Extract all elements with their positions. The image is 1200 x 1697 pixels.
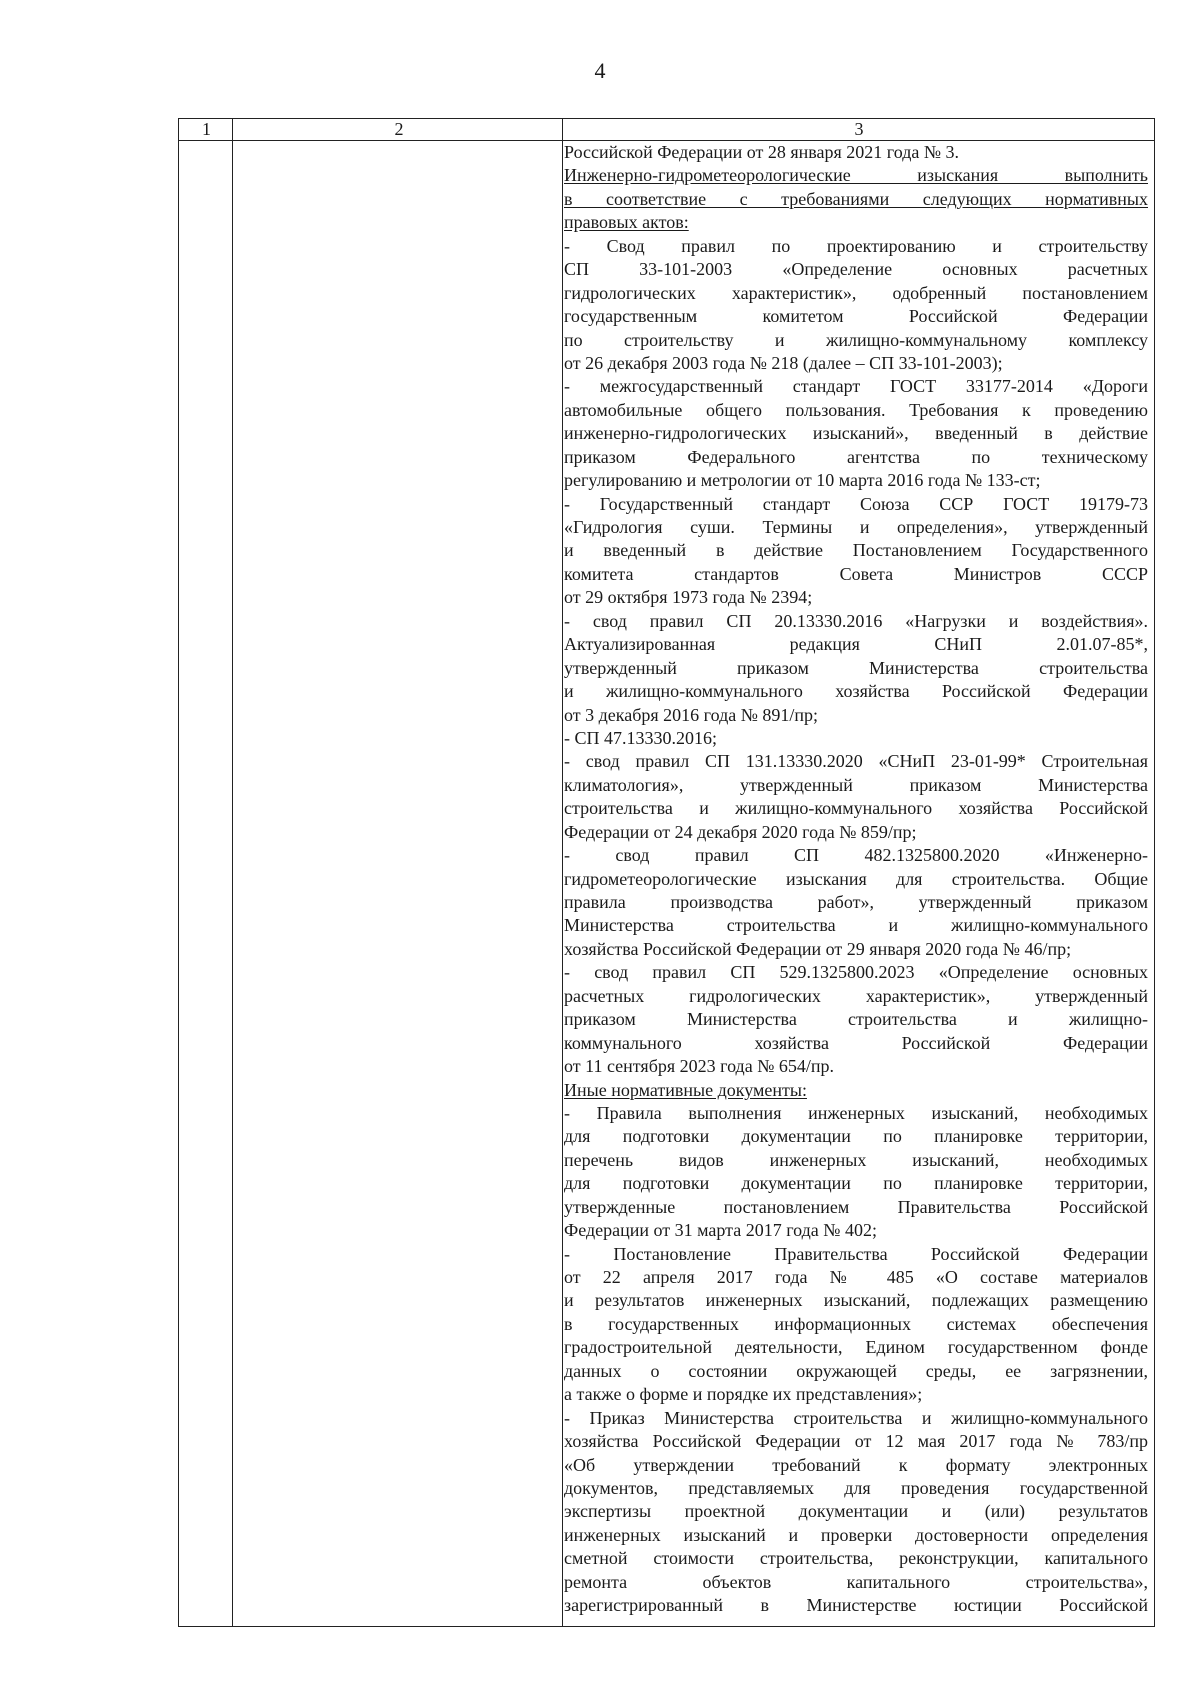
header-col-2: 2	[394, 119, 404, 139]
text-line: Инженерно-гидрометеорологические изыскания выполнить	[564, 165, 1148, 186]
text-line: зарегистрированный в Министерстве юстиции Российской	[564, 1595, 1148, 1616]
text-line: - Свод правил по проектированию и строительству	[564, 235, 1148, 256]
column-divider-1	[232, 119, 233, 1626]
text-line: хозяйства Российской Федерации от 29 января 2020 года № 46/пр;	[564, 938, 1072, 959]
text-line: - межгосударственный стандарт ГОСТ 33177-2014 «Дороги	[564, 376, 1148, 397]
text-line: градостроительной деятельности, Едином государственном фонде	[564, 1337, 1148, 1358]
text-line: «Гидрология суши. Термины и определения», утвержденный	[564, 517, 1148, 537]
text-line: утвержденный приказом Министерства строительства	[564, 657, 1148, 678]
text-line: инженерно-гидрологических изысканий», введенный в действие	[564, 423, 1148, 444]
requirements-table	[178, 118, 1155, 1627]
page-number: 4	[594, 58, 606, 83]
text-line: от 26 декабря 2003 года № 218 (далее – СП 33-101-2003);	[564, 352, 1003, 373]
text-line: гидрологических характеристик», одобренный постановлением	[564, 282, 1148, 303]
text-line: СП 33-101-2003 «Определение основных расчетных	[564, 259, 1148, 280]
text-line: от 29 октября 1973 года № 2394;	[564, 587, 813, 608]
text-line: по строительству и жилищно-коммунальному комплексу	[564, 329, 1148, 350]
text-line: в государственных информационных системах обеспечения	[564, 1313, 1148, 1334]
text-line: Актуализированная редакция СНиП 2.01.07-85*,	[564, 634, 1148, 655]
text-line: от 3 декабря 2016 года № 891/пр;	[564, 704, 819, 725]
text-line: для подготовки документации по планировке территории,	[564, 1173, 1148, 1194]
text-line: Российской Федерации от 28 января 2021 года № 3.	[564, 142, 960, 162]
column-divider-2	[562, 119, 563, 1626]
text-line: правовых актов:	[564, 212, 689, 233]
text-line: гидрометеорологические изыскания для строительства. Общие	[564, 868, 1148, 889]
text-line: перечень видов инженерных изысканий, необходимых	[564, 1149, 1148, 1170]
text-line: - Правила выполнения инженерных изысканий, необходимых	[564, 1102, 1148, 1123]
text-line: в соответствие с требованиями следующих нормативных	[564, 188, 1148, 209]
text-line: экспертизы проектной документации и (или) результатов	[564, 1501, 1148, 1522]
text-line: Федерации от 24 декабря 2020 года № 859/пр;	[564, 821, 917, 842]
text-line: - СП 47.13330.2016;	[564, 727, 717, 748]
text-line: для подготовки документации по планировке территории,	[564, 1126, 1148, 1147]
text-line: приказом Федерального агентства по техническому	[564, 446, 1148, 467]
text-line: расчетных гидрологических характеристик», утвержденный	[564, 985, 1148, 1006]
text-line: приказом Министерства строительства и жилищно-	[564, 1009, 1148, 1030]
header-col-3: 3	[854, 119, 864, 139]
text-line: - Постановление Правительства Российской Федерации	[564, 1243, 1148, 1264]
text-line: комитета стандартов Совета Министров СССР	[564, 563, 1148, 584]
text-line: Иные нормативные документы:	[564, 1079, 807, 1100]
column-3-text	[564, 141, 1148, 1627]
text-line: а также о форме и порядке их представления»;	[564, 1384, 923, 1405]
text-line: и введенный в действие Постановлением Государственного	[564, 540, 1148, 561]
text-line: - свод правил СП 20.13330.2016 «Нагрузки и воздействия».	[564, 610, 1148, 631]
text-line: сметной стоимости строительства, реконструкции, капитального	[564, 1548, 1148, 1569]
text-line: от 22 апреля 2017 года № 485 «О составе материалов	[564, 1267, 1148, 1287]
text-line: - свод правил СП 131.13330.2020 «СНиП 23-01-99* Строительная	[564, 751, 1148, 772]
text-line: - свод правил СП 529.1325800.2023 «Определение основных	[564, 962, 1148, 983]
text-line: государственным комитетом Российской Федерации	[564, 306, 1148, 327]
header-col-1: 1	[202, 119, 211, 139]
text-line: Министерства строительства и жилищно-коммунального	[564, 915, 1148, 936]
text-line: - свод правил СП 482.1325800.2020 «Инженерно-	[564, 845, 1148, 866]
text-line: - Государственный стандарт Союза ССР ГОСТ 19179-73	[564, 493, 1148, 514]
text-line: инженерных изысканий и проверки достоверности определения	[564, 1524, 1148, 1545]
text-line: коммунального хозяйства Российской Федерации	[564, 1032, 1148, 1053]
text-line: строительства и жилищно-коммунального хозяйства Российской	[564, 798, 1148, 819]
text-line: хозяйства Российской Федерации от 12 мая 2017 года № 783/пр	[564, 1431, 1148, 1452]
text-line: Федерации от 31 марта 2017 года № 402;	[564, 1220, 877, 1241]
text-line: от 11 сентября 2023 года № 654/пр.	[564, 1056, 835, 1077]
text-line: утвержденные постановлением Правительства Российской	[564, 1196, 1148, 1217]
text-line: и жилищно-коммунального хозяйства Российской Федерации	[564, 681, 1148, 702]
text-line: ремонта объектов капитального строительства»,	[564, 1571, 1148, 1592]
text-line: климатология», утвержденный приказом Министерства	[564, 774, 1148, 795]
text-line: регулированию и метрологии от 10 марта 2016 года № 133-ст;	[564, 470, 1041, 491]
text-line: правила производства работ», утвержденный приказом	[564, 892, 1148, 912]
text-line: и результатов инженерных изысканий, подлежащих размещению	[564, 1290, 1148, 1311]
text-line: - Приказ Министерства строительства и жилищно-коммунального	[564, 1407, 1148, 1428]
text-line: данных о состоянии окружающей среды, ее загрязнении,	[564, 1360, 1148, 1381]
table-header-row	[179, 119, 1154, 141]
text-line: документов, представляемых для проведения государственной	[564, 1477, 1148, 1498]
text-line: автомобильные общего пользования. Требования к проведению	[564, 399, 1148, 420]
text-line: «Об утверждении требований к формату электронных	[564, 1454, 1148, 1475]
